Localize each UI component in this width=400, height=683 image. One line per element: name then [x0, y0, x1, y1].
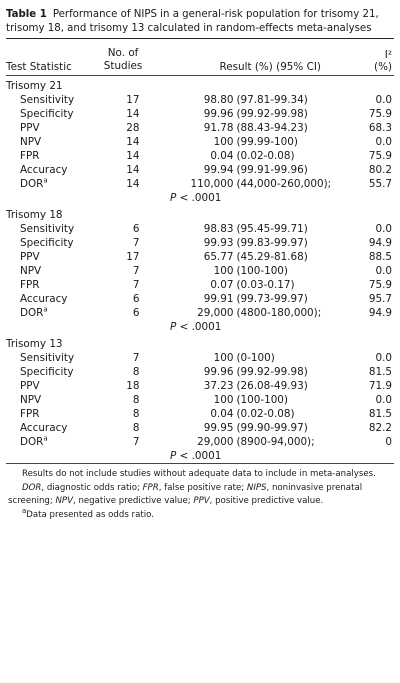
stat-name: Accuracy: [20, 293, 68, 305]
stat-name: FPR: [20, 150, 40, 162]
result-ci: (0.02-0.08): [236, 408, 295, 420]
result-cell: [153, 121, 368, 135]
stat-cell: [6, 93, 99, 107]
result-value: 91.78: [203, 122, 234, 134]
stat-cell: [6, 435, 99, 449]
result-cell: [153, 264, 368, 278]
i2-cell: 81.5: [368, 366, 392, 378]
stat-cell: [6, 264, 99, 278]
i2-cell: 0.0: [375, 94, 392, 106]
footnote-text: Data presented as odds ratio.: [26, 510, 154, 521]
result-cell: [153, 379, 368, 393]
group-row: [6, 205, 394, 222]
table-row: [6, 379, 394, 393]
table-row: [6, 435, 394, 449]
table-body: [6, 76, 394, 463]
stat-name: PPV: [20, 251, 40, 263]
studies-cell: 8: [132, 408, 140, 420]
i2-cell: 0.0: [375, 223, 392, 235]
studies-cell: 28: [126, 122, 140, 134]
table-row: [6, 107, 394, 121]
i2-cell: 81.5: [368, 408, 392, 420]
p-value-row: [6, 320, 394, 334]
stat-name: Sensitivity: [20, 223, 75, 235]
result-ci: (99.73-99.97): [236, 293, 308, 305]
stat-footnote-mark: a: [43, 176, 48, 185]
result-ci: (8900-94,000);: [236, 436, 315, 448]
result-value: 110,000: [190, 178, 234, 190]
table-title: Performance of NIPS in a general-risk population for trisomy 21, trisomy 18, and trisomy 13 calculated in random-effects meta-analyses: [6, 9, 379, 34]
table-number: Table 1: [6, 9, 47, 20]
table-row: [6, 250, 394, 264]
group-label: Trisomy 21: [6, 80, 63, 92]
header-result: Result (%) (95% CI): [219, 61, 321, 73]
result-cell: [153, 292, 368, 306]
abbrev-term: FPR: [142, 483, 159, 494]
abbrev-definition: , noninvasive prenatal screening;: [8, 483, 363, 506]
result-cell: [153, 93, 368, 107]
table-notes: [6, 464, 394, 522]
abbrev-definition: , false positive rate;: [158, 483, 247, 494]
p-value: P < .0001: [170, 192, 222, 204]
result-value: 0.04: [210, 408, 234, 420]
stat-name: NPV: [20, 394, 42, 406]
stat-name: DOR: [20, 436, 44, 448]
result-value: 100: [213, 136, 234, 148]
result-cell: [153, 351, 368, 365]
table-row: [6, 393, 394, 407]
stat-name: Sensitivity: [20, 94, 75, 106]
result-ci: (99.92-99.98): [236, 366, 308, 378]
i2-cell: 82.2: [368, 422, 392, 434]
table-row: [6, 93, 394, 107]
result-ci: (100-100): [236, 394, 288, 406]
result-cell: [153, 163, 368, 177]
table-row: [6, 121, 394, 135]
result-cell: [153, 149, 368, 163]
result-value: 100: [213, 352, 234, 364]
result-ci: (99.91-99.96): [236, 164, 308, 176]
result-ci: (99.90-99.97): [236, 422, 308, 434]
i2-cell: 71.9: [368, 380, 392, 392]
studies-cell: 18: [126, 380, 140, 392]
stat-cell: [6, 222, 99, 236]
table-row: [6, 236, 394, 250]
i2-cell: 0.0: [375, 394, 392, 406]
i2-cell: 75.9: [368, 279, 392, 291]
result-cell: [153, 236, 368, 250]
stat-name: Sensitivity: [20, 352, 75, 364]
i2-cell: 68.3: [368, 122, 392, 134]
studies-cell: 17: [126, 94, 140, 106]
table-row: [6, 407, 394, 421]
result-ci: (0.02-0.08): [236, 150, 295, 162]
result-cell: [153, 365, 368, 379]
result-ci: (88.43-94.23): [236, 122, 308, 134]
group-label: Trisomy 18: [6, 209, 63, 221]
studies-cell: 14: [126, 164, 140, 176]
footnote-mark: a: [22, 507, 27, 516]
abbrev-term: PPV: [193, 495, 210, 506]
result-value: 100: [213, 394, 234, 406]
result-value: 29,000: [197, 307, 234, 319]
result-cell: [153, 407, 368, 421]
result-cell: [153, 177, 368, 191]
result-value: 99.94: [203, 164, 234, 176]
p-value: P < .0001: [170, 321, 222, 333]
result-cell: [153, 250, 368, 264]
studies-cell: 14: [126, 108, 140, 120]
stat-name: Specificity: [20, 237, 74, 249]
result-value: 37.23: [203, 380, 234, 392]
table-row: [6, 163, 394, 177]
result-value: 98.83: [203, 223, 234, 235]
studies-cell: 6: [132, 223, 140, 235]
result-ci: (0.03-0.17): [236, 279, 295, 291]
result-ci: (97.81-99.34): [236, 94, 308, 106]
result-value: 0.04: [210, 150, 234, 162]
abbrev-definition: , diagnostic odds ratio;: [41, 483, 143, 494]
stat-name: FPR: [20, 408, 40, 420]
result-ci: (99.92-99.98): [236, 108, 308, 120]
i2-cell: 75.9: [368, 150, 392, 162]
i2-cell: 75.9: [368, 108, 392, 120]
result-ci: (0-100): [236, 352, 275, 364]
stat-cell: [6, 365, 99, 379]
result-value: 99.91: [203, 293, 234, 305]
studies-cell: 8: [132, 422, 140, 434]
studies-cell: 7: [132, 279, 140, 291]
studies-cell: 7: [132, 352, 140, 364]
studies-cell: 14: [126, 136, 140, 148]
studies-cell: 14: [126, 150, 140, 162]
stat-footnote-mark: a: [43, 305, 48, 314]
results-table: [6, 39, 394, 463]
group-row: [6, 76, 394, 93]
stat-cell: [6, 250, 99, 264]
i2-cell: 94.9: [368, 237, 392, 249]
result-ci: (4800-180,000);: [236, 307, 322, 319]
group-row: [6, 334, 394, 351]
header-studies-line2: Studies: [103, 60, 143, 72]
p-value: P < .0001: [170, 450, 222, 462]
stat-cell: [6, 149, 99, 163]
abbrev-definition: , positive predictive value.: [209, 495, 324, 506]
table-row: [6, 222, 394, 236]
result-cell: [153, 306, 368, 320]
abbrev-term: NPV: [55, 495, 73, 506]
table-row: [6, 351, 394, 365]
i2-cell: 0.0: [375, 265, 392, 277]
studies-cell: 8: [132, 394, 140, 406]
i2-cell: 0.0: [375, 136, 392, 148]
result-ci: (99.99-100): [236, 136, 298, 148]
abbrev-term: DOR: [22, 483, 42, 494]
studies-cell: 17: [126, 251, 140, 263]
stat-name: DOR: [20, 178, 44, 190]
i2-cell: 94.9: [368, 307, 392, 319]
table-row: [6, 177, 394, 191]
result-value: 99.93: [203, 237, 234, 249]
result-cell: [153, 435, 368, 449]
i2-cell: 0.0: [375, 352, 392, 364]
p-value-row: [6, 191, 394, 205]
stat-name: Accuracy: [20, 422, 68, 434]
result-ci: (95.45-99.71): [236, 223, 308, 235]
result-cell: [153, 135, 368, 149]
result-value: 99.96: [203, 366, 234, 378]
studies-cell: 8: [132, 366, 140, 378]
studies-cell: 7: [132, 265, 140, 277]
table-caption: [6, 8, 394, 36]
header-i2: I² (%): [374, 49, 392, 73]
p-value-row: [6, 449, 394, 463]
result-ci: (99.83-99.97): [236, 237, 308, 249]
abbrev-term: NIPS: [246, 483, 267, 494]
stat-name: FPR: [20, 279, 40, 291]
stat-cell: [6, 306, 99, 320]
result-cell: [153, 421, 368, 435]
stat-cell: [6, 135, 99, 149]
result-value: 29,000: [197, 436, 234, 448]
stat-cell: [6, 177, 99, 191]
result-value: 99.96: [203, 108, 234, 120]
note-footnote: [8, 509, 392, 521]
table-row: [6, 306, 394, 320]
studies-cell: 6: [132, 307, 140, 319]
table-row: [6, 292, 394, 306]
result-cell: [153, 222, 368, 236]
stat-name: Specificity: [20, 366, 74, 378]
i2-cell: 55.7: [368, 178, 392, 190]
i2-cell: 95.7: [368, 293, 392, 305]
i2-cell: 0: [385, 436, 392, 448]
i2-cell: 80.2: [368, 164, 392, 176]
result-ci: (100-100): [236, 265, 288, 277]
stat-name: Accuracy: [20, 164, 68, 176]
header-studies: [99, 39, 154, 75]
stat-cell: [6, 107, 99, 121]
stat-name: Specificity: [20, 108, 74, 120]
header-studies-line1: No. of: [107, 47, 139, 59]
result-ci: (44,000-260,000);: [236, 178, 332, 190]
note-abbreviations: [8, 482, 392, 507]
stat-cell: [6, 278, 99, 292]
table-row: [6, 365, 394, 379]
stat-name: PPV: [20, 122, 40, 134]
result-value: 100: [213, 265, 234, 277]
stat-name: DOR: [20, 307, 44, 319]
result-cell: [153, 278, 368, 292]
result-cell: [153, 107, 368, 121]
stat-cell: [6, 421, 99, 435]
group-label: Trisomy 13: [6, 338, 63, 350]
table-row: [6, 278, 394, 292]
stat-cell: [6, 236, 99, 250]
studies-cell: 14: [126, 178, 140, 190]
stat-name: NPV: [20, 136, 42, 148]
header-row: [6, 39, 394, 75]
table-row: [6, 135, 394, 149]
stat-cell: [6, 292, 99, 306]
stat-cell: [6, 393, 99, 407]
header-test-statistic: Test Statistic: [6, 61, 72, 73]
i2-cell: 88.5: [368, 251, 392, 263]
stat-cell: [6, 351, 99, 365]
stat-cell: [6, 379, 99, 393]
table-row: [6, 264, 394, 278]
stat-footnote-mark: a: [43, 434, 48, 443]
table-row: [6, 421, 394, 435]
stat-name: PPV: [20, 380, 40, 392]
studies-cell: 6: [132, 293, 140, 305]
stat-cell: [6, 121, 99, 135]
studies-cell: 7: [132, 237, 140, 249]
result-value: 98.80: [203, 94, 234, 106]
result-value: 0.07: [210, 279, 234, 291]
studies-cell: 7: [132, 436, 140, 448]
stat-cell: [6, 163, 99, 177]
result-value: 99.95: [203, 422, 234, 434]
table-row: [6, 149, 394, 163]
result-value: 65.77: [203, 251, 234, 263]
note-results: Results do not include studies without adequate data to include in meta-analyses.: [22, 469, 376, 479]
result-ci: (45.29-81.68): [236, 251, 308, 263]
stat-cell: [6, 407, 99, 421]
abbrev-definition: , negative predictive value;: [72, 495, 194, 506]
result-cell: [153, 393, 368, 407]
stat-name: NPV: [20, 265, 42, 277]
result-ci: (26.08-49.93): [236, 380, 308, 392]
